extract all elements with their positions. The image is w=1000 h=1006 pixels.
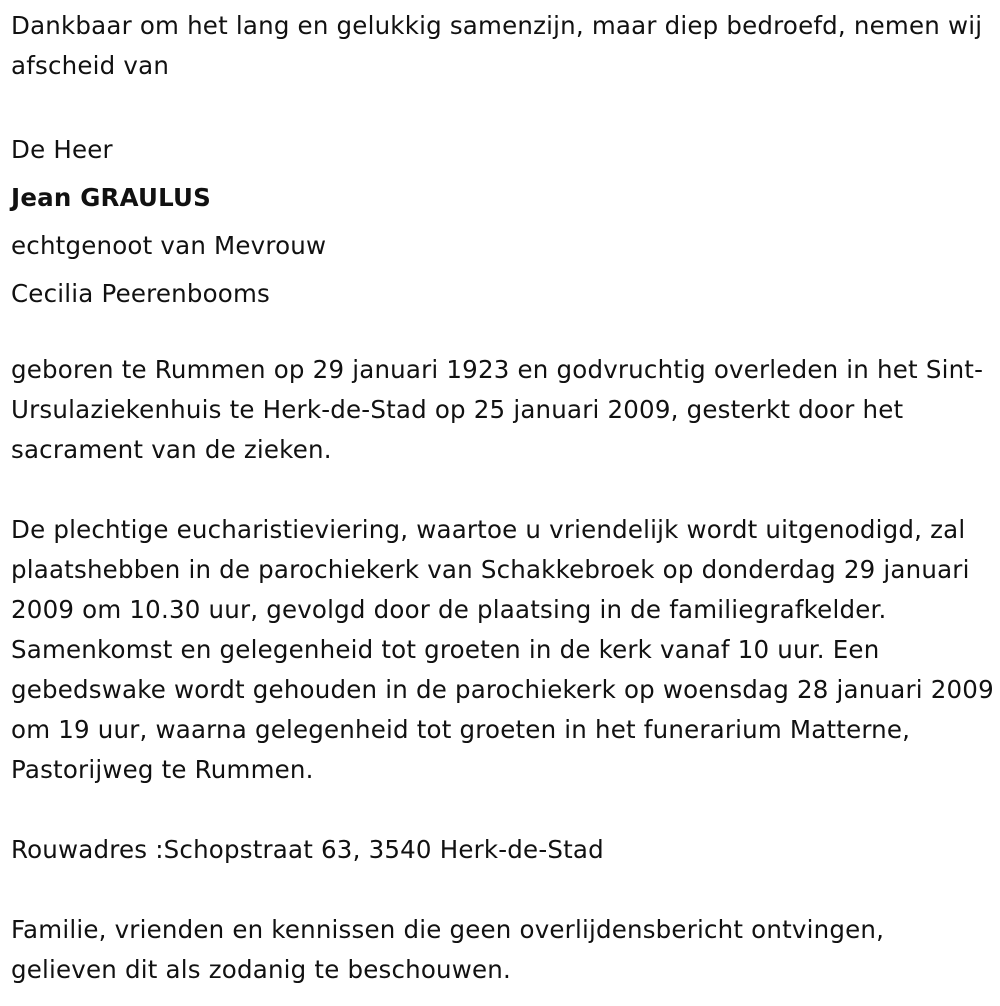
mourning-address: Rouwadres :Schopstraat 63, 3540 Herk-de-Stad	[11, 835, 604, 864]
ceremony-paragraph: De plechtige eucharistieviering, waartoe u vriendelijk wordt uitgenodigd, zal plaatshebben in de parochiekerk van Schakkebroek op donderdag 29 januari 2009 om 10.30 uur, gevolgd door de plaatsing in de familiegrafkelder. Samenkomst en gelegenheid tot groeten in de kerk vanaf 10 uur. Een gebedswake wordt gehouden in de parochiekerk op woensdag 28 januari 2009 om 19 uur, waarna gelegenheid tot groeten in het funerarium Matterne, Pastorijweg te Rummen.	[11, 515, 994, 784]
spouse-line-1: echtgenoot van Mevrouw	[11, 231, 327, 260]
obituary-document	[11, 6, 996, 990]
deceased-name: Jean GRAULUS	[11, 183, 211, 212]
spouse-line-2: Cecilia Peerenbooms	[11, 279, 271, 308]
intro-text: Dankbaar om het lang en gelukkig samenzijn, maar diep bedroefd, nemen wij afscheid van	[11, 11, 983, 80]
closing-paragraph: Familie, vrienden en kennissen die geen overlijdensbericht ontvingen, gelieven dit als zodanig te beschouwen.	[11, 915, 885, 984]
salutation: De Heer	[11, 135, 113, 164]
spacer	[11, 86, 996, 126]
birth-death-paragraph: geboren te Rummen op 29 januari 1923 en godvruchtig overleden in het Sint-Ursulaziekenhuis te Herk-de-Stad op 25 januari 2009, gesterkt door het sacrament van de zieken.	[11, 355, 984, 464]
